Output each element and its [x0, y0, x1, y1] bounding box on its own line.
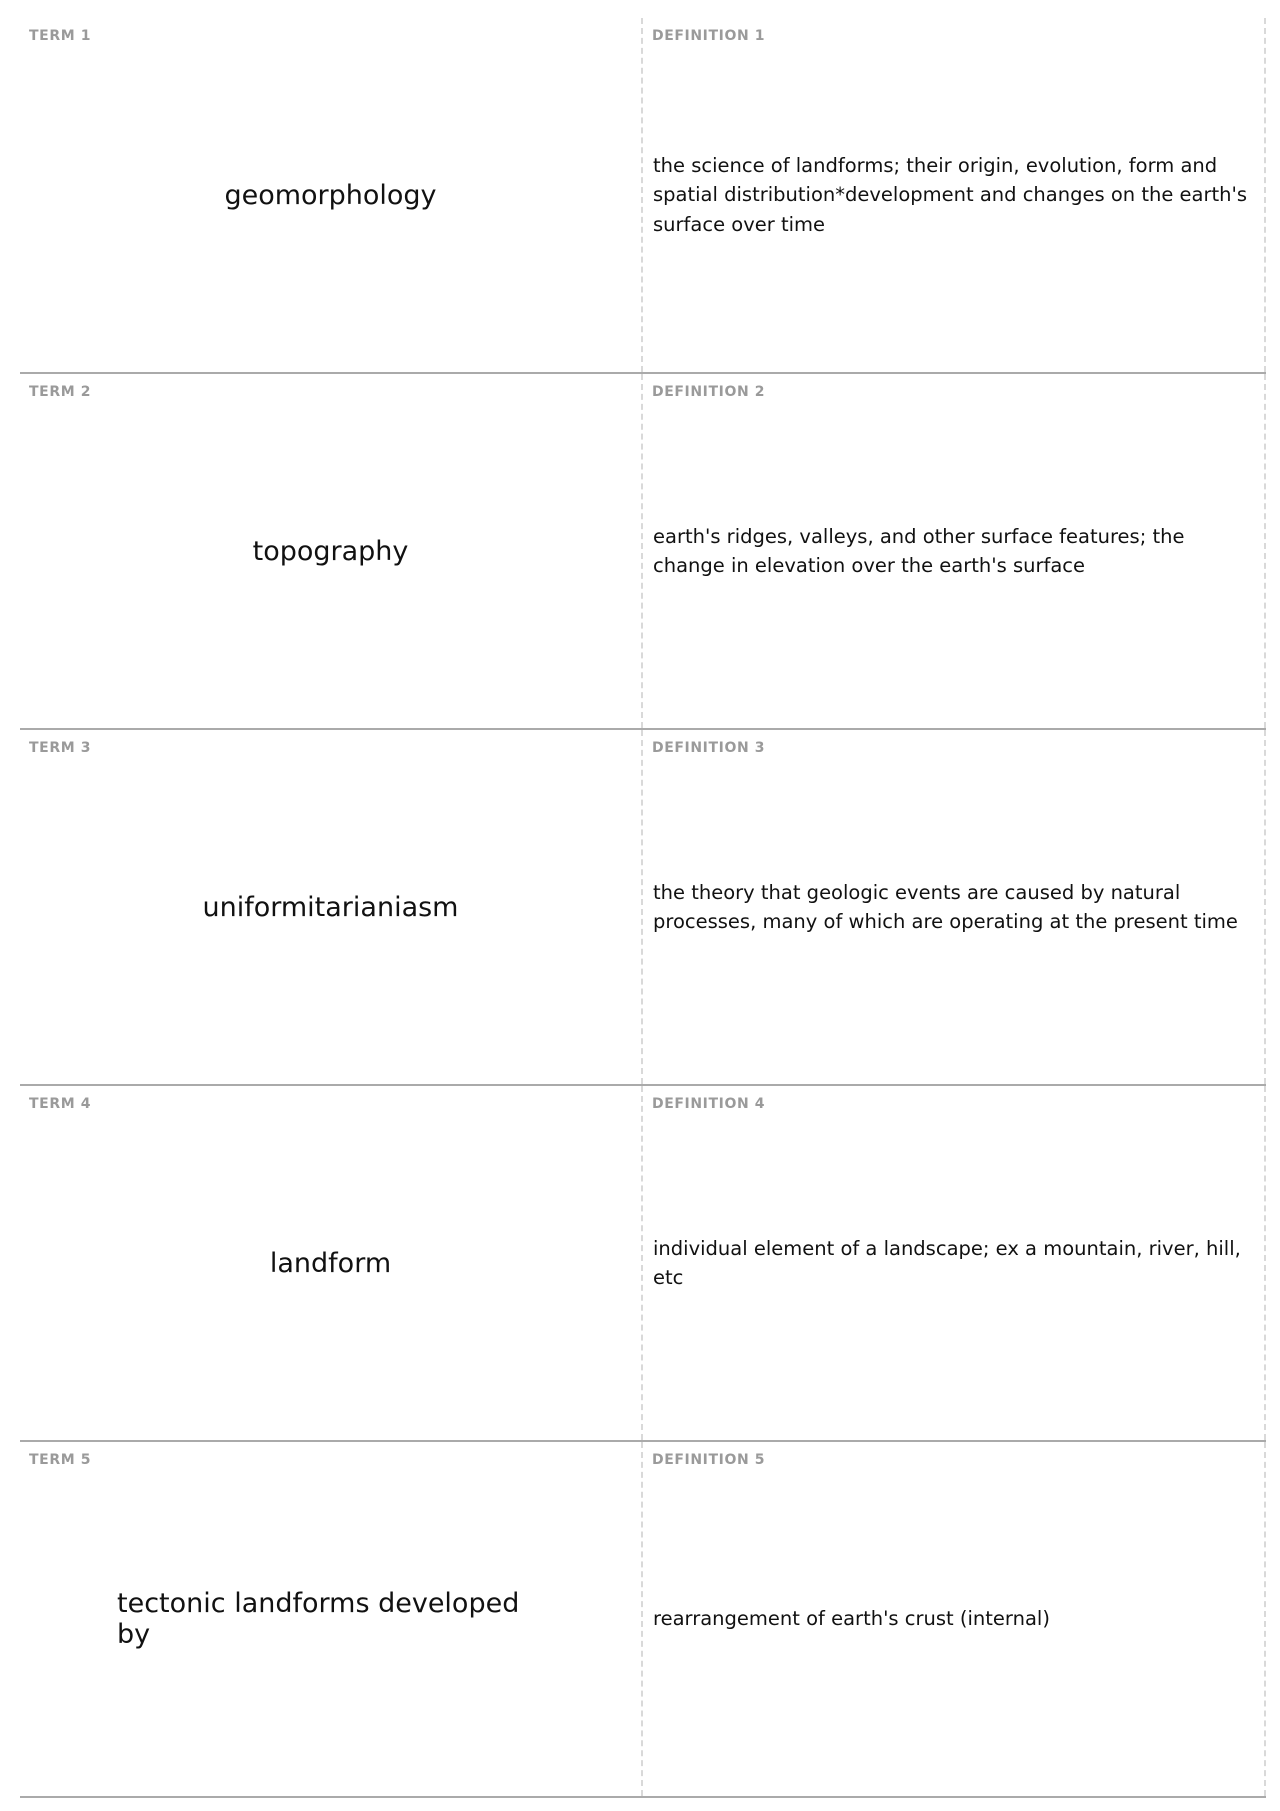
term-text-wrapper — [20, 730, 641, 1084]
term-text: tectonic landforms developed by — [117, 1588, 520, 1650]
definition-text: individual element of a landscape; ex a mountain, river, hill, etc — [653, 1236, 1241, 1289]
definition-text-wrapper — [653, 1442, 1248, 1796]
term-text-wrapper — [20, 374, 641, 728]
definition-label: DEFINITION 3 — [652, 740, 766, 756]
definition-text: the science of landforms; their origin, evolution, form and spatial distribution*development and changes on the earth's surface over time — [653, 153, 1248, 236]
definition-text-wrapper — [653, 374, 1248, 728]
definition-cell — [643, 1086, 1266, 1440]
term-text: landform — [269, 1247, 392, 1279]
term-cell — [20, 1442, 643, 1796]
term-cell — [20, 18, 643, 372]
term-text: geomorphology — [224, 179, 437, 211]
definition-text: the theory that geologic events are caused by natural processes, many of which are operating at the present time — [653, 880, 1238, 933]
term-label: TERM 5 — [29, 1452, 92, 1468]
definition-label: DEFINITION 2 — [652, 384, 766, 400]
definition-label: DEFINITION 4 — [652, 1096, 766, 1112]
term-text: topography — [252, 535, 409, 567]
term-cell — [20, 730, 643, 1084]
definition-label: DEFINITION 5 — [652, 1452, 766, 1468]
term-label: TERM 3 — [29, 740, 92, 756]
term-text-wrapper — [20, 1086, 641, 1440]
definition-cell — [643, 1442, 1266, 1796]
term-label: TERM 4 — [29, 1096, 92, 1112]
term-text: uniformitarianiasm — [202, 891, 459, 923]
definition-text-wrapper — [653, 730, 1248, 1084]
definition-text-wrapper — [653, 1086, 1248, 1440]
term-cell — [20, 374, 643, 728]
definition-text: earth's ridges, valleys, and other surface features; the change in elevation over the earth's surface — [653, 524, 1185, 577]
term-label: TERM 2 — [29, 384, 92, 400]
definition-text: rearrangement of earth's crust (internal) — [653, 1607, 1050, 1631]
flashcard-row — [20, 374, 1266, 730]
flashcard-sheet — [20, 18, 1266, 1798]
term-label: TERM 1 — [29, 28, 92, 44]
term-cell — [20, 1086, 643, 1440]
definition-cell — [643, 18, 1266, 372]
definition-cell — [643, 374, 1266, 728]
flashcard-row — [20, 18, 1266, 374]
term-text-wrapper — [20, 18, 641, 372]
flashcard-row — [20, 730, 1266, 1086]
flashcard-row — [20, 1442, 1266, 1798]
definition-text-wrapper — [653, 18, 1248, 372]
definition-cell — [643, 730, 1266, 1084]
term-text-wrapper — [20, 1442, 641, 1796]
definition-label: DEFINITION 1 — [652, 28, 766, 44]
flashcard-row — [20, 1086, 1266, 1442]
